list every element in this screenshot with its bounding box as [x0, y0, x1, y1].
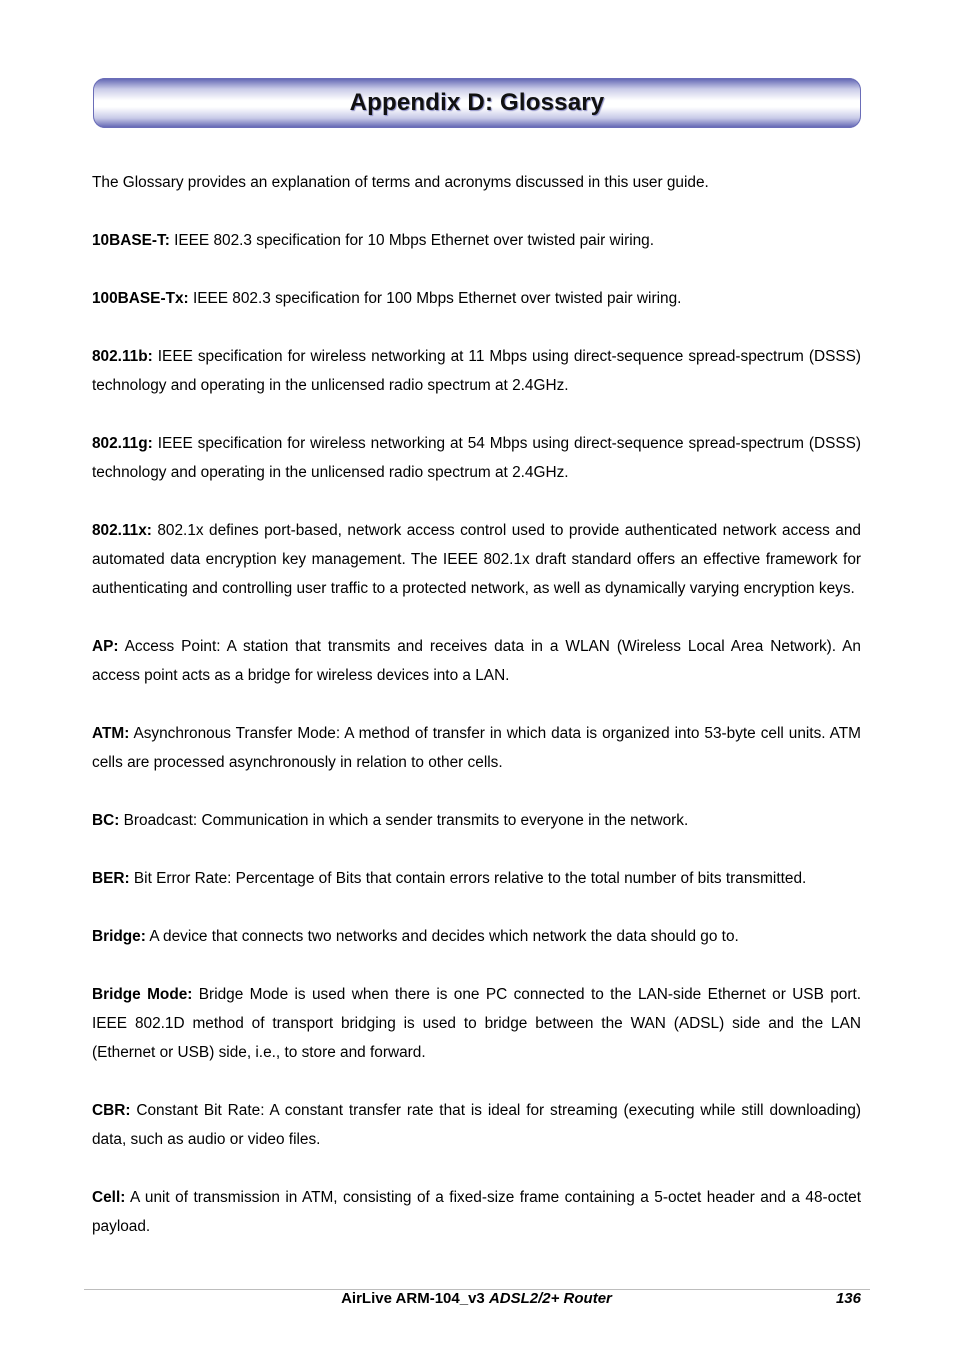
- glossary-body: [92, 168, 861, 1270]
- entry-definition: IEEE 802.3 specification for 100 Mbps Ethernet over twisted pair wiring.: [192, 290, 682, 307]
- entry-definition: IEEE specification for wireless networking at 11 Mbps using direct-sequence spread-spectrum (DSSS) technology and operating in the unlicensed radio spectrum at 2.4GHz.: [92, 348, 861, 394]
- entry-definition: IEEE 802.3 specification for 10 Mbps Ethernet over twisted pair wiring.: [174, 232, 655, 249]
- entry-term: 10BASE-T:: [92, 232, 170, 249]
- entry-term: 802.11g:: [92, 435, 153, 452]
- glossary-entry: [92, 1096, 861, 1154]
- entry-definition: Bit Error Rate: Percentage of Bits that contain errors relative to the total number of bits transmitted.: [133, 870, 807, 887]
- entry-term: BER:: [92, 870, 130, 887]
- entry-term: 802.11b:: [92, 348, 153, 365]
- glossary-entry: [92, 284, 861, 313]
- section-banner: [93, 78, 861, 128]
- glossary-entry: [92, 922, 861, 951]
- glossary-entry: [92, 226, 861, 255]
- glossary-entry: [92, 429, 861, 487]
- entry-term: CBR:: [92, 1102, 131, 1119]
- entry-definition: A unit of transmission in ATM, consisting of a fixed-size frame containing a 5-octet header and a 48-octet payload.: [92, 1189, 861, 1235]
- glossary-entry: [92, 719, 861, 777]
- entry-definition: A device that connects two networks and decides which network the data should go to.: [149, 928, 739, 945]
- entry-term: Cell:: [92, 1189, 126, 1206]
- entry-definition: Access Point: A station that transmits and receives data in a WLAN (Wireless Local Area Network). An access point acts as a bridge for wireless devices into a LAN.: [92, 638, 861, 684]
- glossary-entry: [92, 342, 861, 400]
- glossary-entry: [92, 806, 861, 835]
- entry-term: 100BASE-Tx:: [92, 290, 189, 307]
- entry-term: Bridge:: [92, 928, 146, 945]
- entry-definition: Broadcast: Communication in which a sender transmits to everyone in the network.: [123, 812, 689, 829]
- glossary-entry: [92, 632, 861, 690]
- footer-product: [92, 1290, 861, 1308]
- intro-paragraph: The Glossary provides an explanation of terms and acronyms discussed in this user guide.: [92, 174, 709, 191]
- entry-definition: Bridge Mode is used when there is one PC connected to the LAN-side Ethernet or USB port. IEEE 802.1D method of transport bridging is used to bridge between the WAN (ADSL) side and the LAN (Ethernet or USB) side, i.e., to store and forward.: [92, 986, 861, 1061]
- page-number: 136: [835, 1290, 861, 1307]
- glossary-entry: [92, 1183, 861, 1241]
- entry-definition: 802.1x defines port-based, network access control used to provide authenticated network access and automated data encryption key management. The IEEE 802.1x draft standard offers an effective framework for authenticating and controlling user traffic to a protected network, as well as dynamically varying encryption keys.: [92, 522, 861, 597]
- entry-definition: IEEE specification for wireless networking at 54 Mbps using direct-sequence spread-spectrum (DSSS) technology and operating in the unlicensed radio spectrum at 2.4GHz.: [92, 435, 861, 481]
- entry-term: ATM:: [92, 725, 130, 742]
- page-title: Appendix D: Glossary: [349, 89, 605, 116]
- entry-definition: Asynchronous Transfer Mode: A method of transfer in which data is organized into 53-byte cell units. ATM cells are processed asynchronously in relation to other cells.: [92, 725, 861, 771]
- entry-definition: Constant Bit Rate: A constant transfer rate that is ideal for streaming (executing while still downloading) data, such as audio or video files.: [92, 1102, 862, 1148]
- glossary-entry: [92, 864, 861, 893]
- glossary-entry: [92, 980, 861, 1067]
- footer-product-name: AirLive ARM-104_v3: [341, 1290, 485, 1307]
- footer-product-type: ADSL2/2+ Router: [488, 1290, 612, 1307]
- entry-term: BC:: [92, 812, 120, 829]
- entry-term: 802.11x:: [92, 522, 152, 539]
- glossary-entry: [92, 516, 861, 603]
- entry-term: AP:: [92, 638, 119, 655]
- entry-term: Bridge Mode:: [92, 986, 193, 1003]
